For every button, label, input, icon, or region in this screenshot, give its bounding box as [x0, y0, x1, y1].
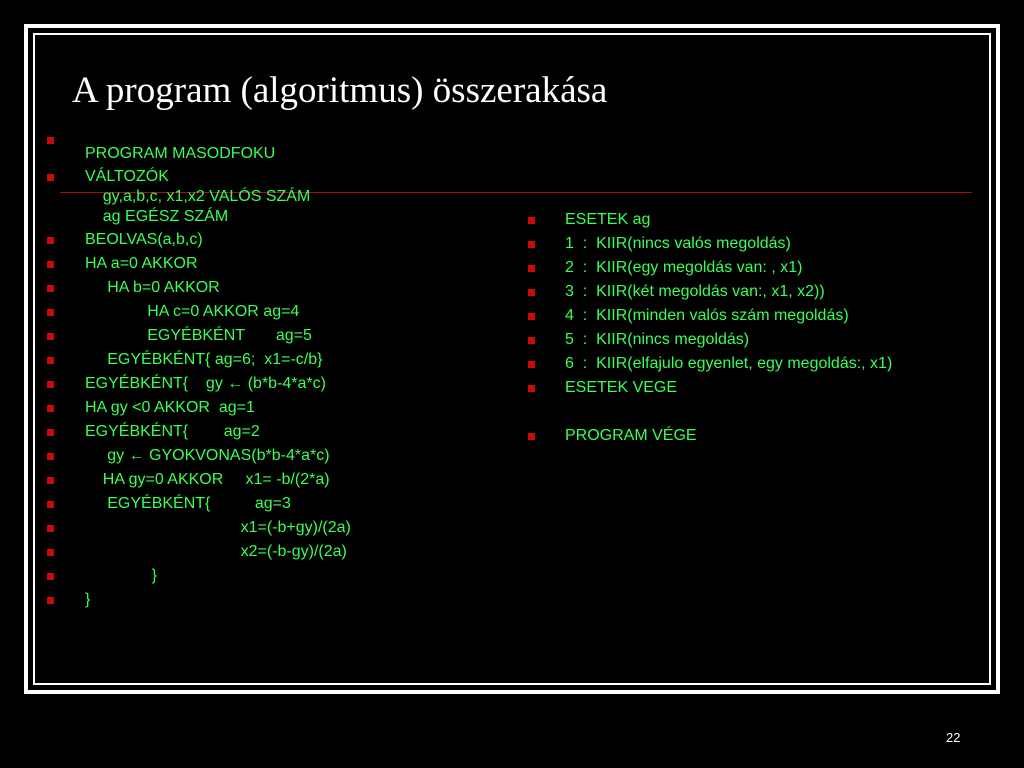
bullet-icon: [47, 501, 54, 508]
list-item: [85, 398, 255, 418]
list-item: [85, 144, 275, 164]
list-item-text: ESETEK ag: [565, 211, 651, 228]
list-item: [565, 282, 825, 302]
list-item: [85, 374, 326, 394]
list-item: [565, 306, 849, 326]
list-item-text: gy,a,b,c, x1,x2 VALÓS SZÁM: [85, 188, 311, 205]
bullet-icon: [528, 241, 535, 248]
bullet-icon: [528, 217, 535, 224]
list-item: [565, 354, 892, 374]
bullet-icon: [528, 337, 535, 344]
list-item: [565, 378, 677, 398]
list-item: [85, 566, 157, 586]
bullet-icon: [47, 137, 54, 144]
bullet-icon: [528, 433, 535, 440]
list-item: [565, 330, 749, 350]
list-item: [565, 210, 650, 230]
list-item-text: HA a=0 AKKOR: [85, 255, 198, 272]
bullet-icon: [528, 313, 535, 320]
bullet-icon: [47, 573, 54, 580]
bullet-icon: [47, 285, 54, 292]
list-item: [85, 494, 291, 514]
bullet-icon: [47, 453, 54, 460]
list-item: [85, 518, 351, 538]
list-item: [85, 167, 169, 187]
list-item-text: EGYÉBKÉNT{ ag=6; x1=-c/b}: [85, 351, 323, 368]
bullet-icon: [47, 525, 54, 532]
list-item: [85, 350, 322, 370]
list-item: [85, 542, 347, 562]
bullet-icon: [47, 405, 54, 412]
list-item-text: ESETEK VEGE: [565, 379, 678, 396]
bullet-icon: [47, 261, 54, 268]
slide-title: A program (algoritmus) összerakása: [72, 70, 608, 111]
list-item: [85, 278, 220, 298]
bullet-icon: [47, 237, 54, 244]
bullet-icon: [528, 361, 535, 368]
list-item: [85, 326, 312, 346]
bullet-icon: [528, 385, 535, 392]
list-item-text: 2 : KIIR(egy megoldás van: , x1): [565, 259, 803, 276]
list-item-text: 4 : KIIR(minden valós szám megoldás): [565, 307, 849, 324]
list-item: [85, 187, 310, 207]
list-item-text: BEOLVAS(a,b,c): [85, 231, 203, 248]
list-item-text: EGYÉBKÉNT ag=5: [85, 327, 312, 344]
list-item-text: VÁLTOZÓK: [85, 168, 169, 185]
list-item-text: 5 : KIIR(nincs megoldás): [565, 331, 750, 348]
list-item-text: gy ← GYOKVONAS(b*b-4*a*c): [85, 447, 330, 464]
list-item-text: 1 : KIIR(nincs valós megoldás): [565, 235, 791, 252]
list-item-text: HA gy <0 AKKOR ag=1: [85, 399, 255, 416]
list-item: [85, 590, 90, 610]
list-item: [85, 254, 198, 274]
bullet-icon: [47, 477, 54, 484]
list-item-text: HA b=0 AKKOR: [85, 279, 220, 296]
list-item-text: x2=(-b-gy)/(2a): [85, 543, 347, 560]
list-item-text: EGYÉBKÉNT{ ag=3: [85, 495, 291, 512]
list-item-text: 3 : KIIR(két megoldás van:, x1, x2)): [565, 283, 825, 300]
list-item-text: }: [85, 591, 91, 608]
bullet-icon: [47, 597, 54, 604]
list-item-text: x1=(-b+gy)/(2a): [85, 519, 351, 536]
list-item-text: PROGRAM MASODFOKU: [85, 145, 276, 162]
list-item: [565, 426, 697, 446]
bullet-icon: [47, 357, 54, 364]
page-number: 22: [946, 730, 961, 745]
bullet-icon: [47, 309, 54, 316]
bullet-icon: [528, 265, 535, 272]
list-item-text: ag EGÉSZ SZÁM: [85, 208, 229, 225]
list-item: [85, 207, 228, 227]
list-item-text: EGYÉBKÉNT{ ag=2: [85, 423, 260, 440]
list-item-text: 6 : KIIR(elfajulo egyenlet, egy megoldás:, x1): [565, 355, 893, 372]
bullet-icon: [47, 549, 54, 556]
list-item: [85, 446, 330, 466]
bullet-icon: [47, 429, 54, 436]
list-item: [565, 234, 791, 254]
list-item-text: PROGRAM VÉGE: [565, 427, 697, 444]
bullet-icon: [47, 333, 54, 340]
list-item: [85, 302, 299, 322]
bullet-icon: [47, 381, 54, 388]
list-item: [565, 258, 802, 278]
list-item: [85, 470, 330, 490]
bullet-icon: [528, 289, 535, 296]
list-item-text: HA c=0 AKKOR ag=4: [85, 303, 300, 320]
list-item-text: EGYÉBKÉNT{ gy ← (b*b-4*a*c): [85, 375, 326, 392]
list-item: [85, 230, 203, 250]
list-item-text: }: [85, 567, 158, 584]
list-item-text: HA gy=0 AKKOR x1= -b/(2*a): [85, 471, 330, 488]
bullet-icon: [47, 174, 54, 181]
list-item: [85, 422, 260, 442]
